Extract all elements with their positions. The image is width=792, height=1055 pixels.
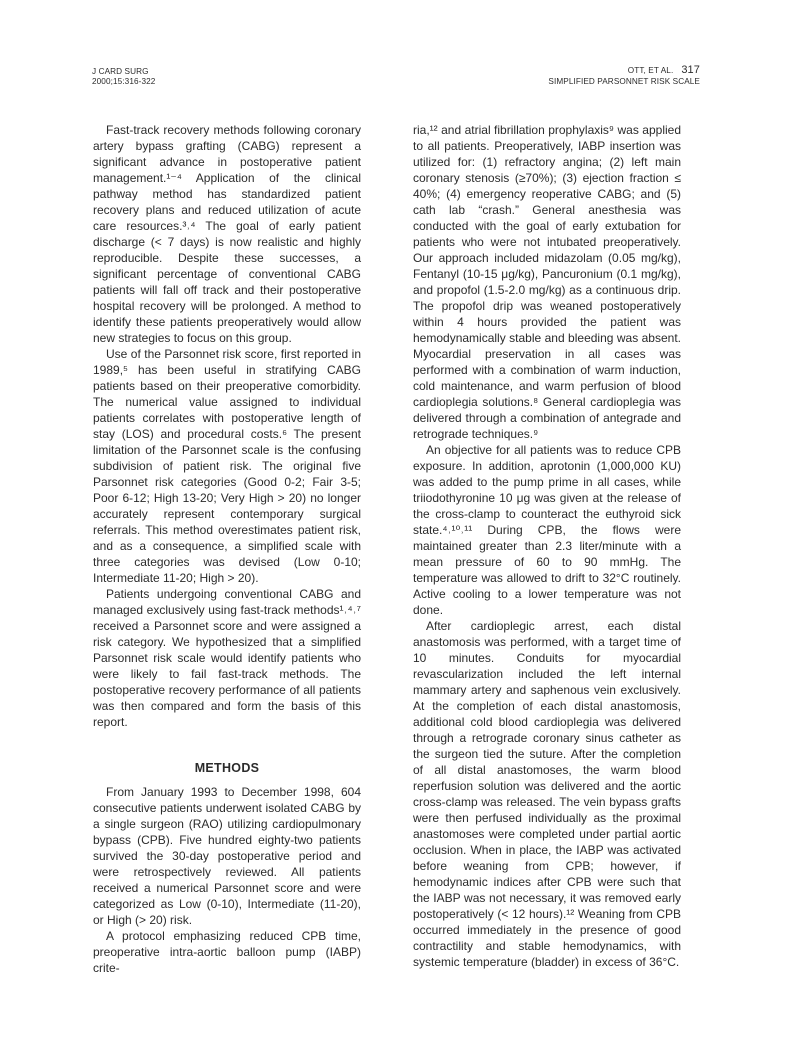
paragraph-methods-3: An objective for all patients was to reduce CPB exposure. In addition, aprotonin (1,000,000 KU) was added to the pump prime in all cases, while triiodothyronine 10 μg was given at the release of the cross-clamp to counteract the euthyroid sick state.⁴˒¹⁰˒¹¹ During CPB, the flows were maintained greater than 2.3 liter/minute with a mean pressure of 60 to 90 mmHg. The temperature was allowed to drift to 32°C routinely. Active cooling to a lower temperature was not done. xyxy=(413,443,681,617)
paragraph-intro-2: Use of the Parsonnet risk score, first reported in 1989,⁵ has been useful in stratifying CABG patients based on their preoperative comorbidity. The numerical value assigned to individual patients correlates with postoperative length of stay (LOS) and procedural costs.⁶ The present limitation of the Parsonnet scale is the confusing subdivision of patient risk. The original five Parsonnet risk categories (Good 0-2; Fair 3-5; Poor 6-12; High 13-20; Very High > 20) no longer accurately represent contemporary surgical referrals. This method overestimates patient risk, and as a consequence, a simplified scale with three categories was devised (Low 0-10; Intermediate 11-20; High > 20). xyxy=(93,347,361,585)
paragraph-intro-3: Patients undergoing conventional CABG and managed exclusively using fast-track methods¹˒⁴˒⁷ received a Parsonnet score and were assigned a risk category. We hypothesized that a simplified Parsonnet risk scale would identify patients who were likely to fail fast-track methods. The postoperative recovery performance of all patients was then compared and form the basis of this report. xyxy=(93,587,361,729)
running-header-left xyxy=(92,67,155,87)
page-number: 317 xyxy=(681,64,700,76)
running-header-right xyxy=(548,65,700,87)
paragraph-intro-1: Fast-track recovery methods following coronary artery bypass grafting (CABG) represent a significant advance in postoperative patient management.¹⁻⁴ Application of the clinical pathway method has standardized patient recovery plans and reduced utilization of acute care resources.³˒⁴ The goal of early patient discharge (< 7 days) is now realistic and highly reproducible. Despite these successes, a significant percentage of conventional CABG patients will fall off track and their postoperative hospital recovery will be prolonged. A method to identify these patients preoperatively would allow new strategies to focus on this group. xyxy=(93,123,361,345)
journal-name: J CARD SURG xyxy=(92,67,149,76)
section-heading-methods: METHODS xyxy=(194,761,260,775)
paragraph-methods-2-cont: ria,¹² and atrial fibrillation prophylaxis⁹ was applied to all patients. Preoperatively, IABP insertion was utilized for: (1) refractory angina; (2) left main coronary stenosis (≥70%); (3) ejection fraction ≤ 40%; (4) emergency reoperative CABG; and (5) cath lab “crash.” General anesthesia was conducted with the goal of early extubation for patients who were not intubated preoperatively. Our approach included midazolam (0.05 mg/kg), Fentanyl (10-15 μg/kg), Pancuronium (0.1 mg/kg), and propofol (1.5-2.0 mg/kg) as a continuous drip. The propofol drip was weaned postoperatively within 4 hours provided the patient was hemodynamically stable and bleeding was absent. Myocardial preservation in all cases was performed with a combination of warm induction, cold maintenance, and warm perfusion of blood cardioplegia solutions.⁸ General cardioplegia was delivered through a combination of antegrade and retrograde techniques.⁹ xyxy=(413,123,681,441)
paragraph-methods-2: A protocol emphasizing reduced CPB time, preoperative intra-aortic balloon pump (IABP) crite- xyxy=(93,929,361,975)
authors: OTT, ET AL. xyxy=(627,66,674,75)
left-column xyxy=(93,122,361,976)
journal-citation: 2000;15:316-322 xyxy=(92,77,156,86)
right-column xyxy=(413,122,681,970)
author-line xyxy=(548,65,700,76)
running-title: SIMPLIFIED PARSONNET RISK SCALE xyxy=(548,77,700,86)
paragraph-methods-1: From January 1993 to December 1998, 604 consecutive patients underwent isolated CABG by a single surgeon (RAO) utilizing cardiopulmonary bypass (CPB). Five hundred eighty-two patients survived the 30-day postoperative period and were retrospectively reviewed. All patients received a numerical Parsonnet score and were categorized as Low (0-10), Intermediate (11-20), or High (> 20) risk. xyxy=(93,785,361,927)
paragraph-methods-4: After cardioplegic arrest, each distal anastomosis was performed, with a target time of 10 minutes. Conduits for myocardial revascularization included the left internal mammary artery and saphenous vein exclusively. At the completion of each distal anastomosis, additional cold blood cardioplegia was delivered through a retrograde coronary sinus catheter as the surgeon tied the suture. After the completion of all distal anastomoses, the warm blood reperfusion solution was delivered and the aortic cross-clamp was released. The vein bypass grafts were then perfused individually as the proximal anastomoses were completed under partial aortic occlusion. When in place, the IABP was activated before weaning from CPB; however, if hemodynamic indices after CPB were such that the IABP was not necessary, it was removed early postoperatively (< 12 hours).¹² Weaning from CPB occurred immediately in the presence of good contractility and stable hemodynamics, with systemic temperature (bladder) in excess of 36°C. xyxy=(413,619,681,969)
